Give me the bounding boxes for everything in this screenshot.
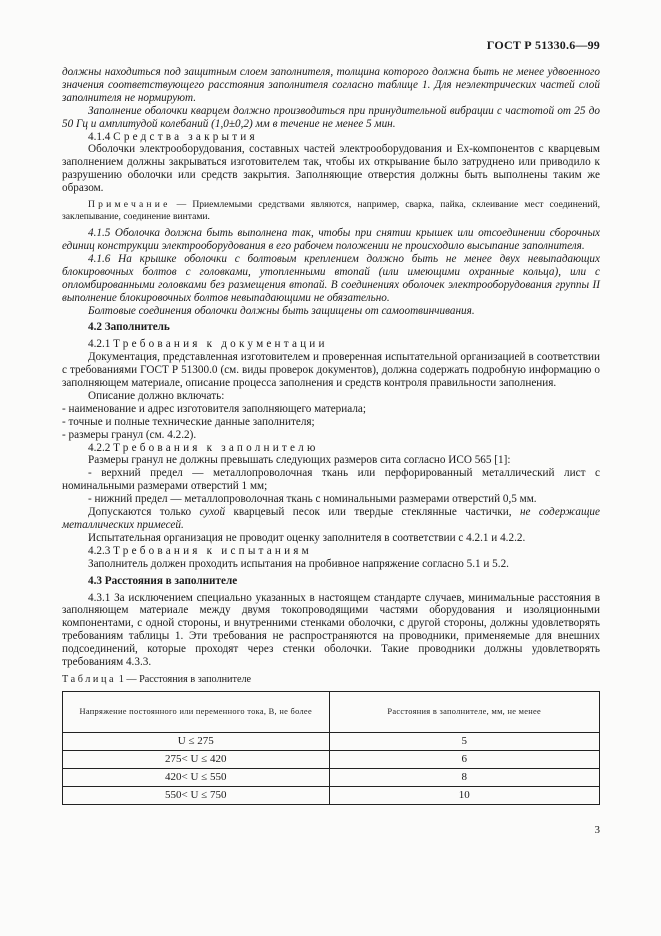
distances-table xyxy=(62,691,600,805)
section-number: 4.1.4 xyxy=(88,130,111,143)
paragraph-4-1-6: 4.1.6 На крышке оболочки с болтовым креплением должно быть не менее двух невыпадающих блокировочных болтов с головками, утопленными втопай (или имеющими охранные кольца), или с опломбированными головками без размещения втопай. В соединениях оболочек электрооборудования группы II выполнение блокировочных болтов невыпадающими не обязательно. xyxy=(62,252,600,304)
section-title: Средства закрытия xyxy=(113,130,258,143)
table-caption-text: 1 — Расстояния в заполнителе xyxy=(116,673,252,685)
text-run-italic: сухой xyxy=(199,506,226,519)
note-label: Примечание xyxy=(88,199,171,211)
table-caption xyxy=(62,674,600,687)
section-title: Требования к заполнителю xyxy=(113,441,319,454)
table-cell-voltage: 420< U ≤ 550 xyxy=(63,768,330,786)
paragraph-tests: Заполнитель должен проходить испытания на пробивное напряжение согласно 5.1 и 5.2. xyxy=(88,557,509,570)
table-cell-distance: 5 xyxy=(329,732,600,750)
section-number: 4.2.2 xyxy=(88,441,111,454)
list-item: - наименование и адрес изготовителя заполняющего материала; xyxy=(62,402,366,415)
paragraph-granules: Размеры гранул не должны превышать следующих размеров сита согласно ИСО 565 [1]: xyxy=(88,454,511,467)
table-cell-distance: 8 xyxy=(329,768,600,786)
paragraph-4-3-1: 4.3.1 За исключением специально указанных в настоящем стандарте случаев, минимальные расстояния в заполняющем материале между двумя токопроводящими частями оборудования и изоляционными компонентами, с одной стороны, и внутренними стенками оболочки, с другой стороны, должны удовлетворять требованиям таблицы 1. Эти требования не распространяются на проводники, применяемые для внешних подсоединений, которые проходят через стенки оболочки. Такие проводники должны удовлетворять требованиям 4.3.3. xyxy=(62,591,600,669)
table-cell-distance: 10 xyxy=(329,786,600,804)
section-title: Требования к испытаниям xyxy=(113,544,312,557)
section-number: 4.2.3 xyxy=(88,544,111,557)
document-body xyxy=(62,66,600,805)
table-cell-voltage: U ≤ 275 xyxy=(63,732,330,750)
section-4-2-3-heading xyxy=(62,545,600,558)
section-4-1-4-heading xyxy=(62,131,600,144)
table-row xyxy=(63,768,600,786)
table-row xyxy=(63,786,600,804)
paragraph-admissible xyxy=(62,506,600,532)
document-page xyxy=(62,0,600,936)
table-header-row xyxy=(63,691,600,732)
list-item: - нижний предел — металлопроволочная ткань с номинальными размерами отверстий 0,5 мм. xyxy=(88,493,537,506)
table-cell-voltage: 275< U ≤ 420 xyxy=(63,750,330,768)
section-4-3-heading: 4.3 Расстояния в заполнителе xyxy=(88,574,238,587)
paragraph-vibration: Заполнение оболочки кварцем должно производиться при принудительной вибрации с частотой от 25 до 50 Гц и амплитудой колебаний (1,0±0,2) мм в течение не менее 5 мин. xyxy=(62,104,600,130)
section-title: Требования к документации xyxy=(113,338,328,351)
section-number: 4.2.1 xyxy=(88,338,111,351)
paragraph-4-1-5: 4.1.5 Оболочка должна быть выполнена так, чтобы при снятии крышек или отсоединении сборочных единиц конструкции электрооборудования в его рабочем положении не происходило высыпание заполнителя. xyxy=(62,227,600,252)
table-cell-voltage: 550< U ≤ 750 xyxy=(63,786,330,804)
note xyxy=(62,199,600,223)
text-run-italic: не содержащие металлических примесей. xyxy=(62,506,600,531)
section-4-2-heading: 4.2 Заполнитель xyxy=(88,321,170,334)
section-4-2-2-heading xyxy=(62,442,600,455)
table-row xyxy=(63,750,600,768)
list-item: - точные и полные технические данные заполнителя; xyxy=(62,415,315,428)
paragraph-filler-layer: должны находиться под защитным слоем заполнителя, толщина которого должна быть не менее удвоенного значения соответствующего расстояния заполнителя согласно таблице 1. Для неэлектрических частей слой заполнителя не нормируют. xyxy=(62,66,600,104)
list-item: - размеры гранул (см. 4.2.2). xyxy=(62,428,197,441)
note-text: — Приемлемыми средствами являются, например, сварка, пайка, склеивание мест соединений, заклепывание, соединение винтами. xyxy=(62,199,600,223)
text-run: Допускаются только xyxy=(88,506,200,519)
table-cell-distance: 6 xyxy=(329,750,600,768)
paragraph-description-intro: Описание должно включать: xyxy=(88,389,225,402)
table-header-voltage: Напряжение постоянного или переменного тока, В, не более xyxy=(63,691,330,732)
paragraph-lab: Испытательная организация не проводит оценку заполнителя в соответствии с 4.2.1 и 4.2.2. xyxy=(88,531,526,544)
document-header: ГОСТ Р 51330.6—99 xyxy=(486,38,600,52)
text-run: кварцевый песок или твердые стеклянные частички, xyxy=(225,506,520,519)
paragraph-documentation: Документация, представленная изготовителем и проверенная испытательной организацией в соответствии с требованиями ГОСТ Р 51300.0 (см. виды проверок документов), должна содержать подробную информацию о заполняющем материале, описание процесса заполнения и средств контроля правильности заполнения. xyxy=(62,351,600,390)
paragraph-closing: Оболочки электрооборудования, составных частей электрооборудования и Ex-компонентов с кварцевым заполнением должны закрываться изготовителем так, чтобы их открывание было затруднено или приводило к разрушению оболочки или средств закрытия. Заполняющие отверстия должны быть выполнены таким же образом. xyxy=(62,143,600,195)
section-4-2-1-heading xyxy=(62,338,600,351)
page-number: 3 xyxy=(594,824,600,836)
paragraph-bolts: Болтовые соединения оболочки должны быть защищены от самоотвинчивания. xyxy=(88,304,475,317)
table-row xyxy=(63,732,600,750)
table-caption-label: Таблица xyxy=(62,673,117,685)
list-item: - верхний предел — металлопроволочная ткань или перфорированный металлический лист с номинальными размерами отверстий 1 мм; xyxy=(62,467,600,493)
table-header-distance: Расстояния в заполнителе, мм, не менее xyxy=(329,691,600,732)
